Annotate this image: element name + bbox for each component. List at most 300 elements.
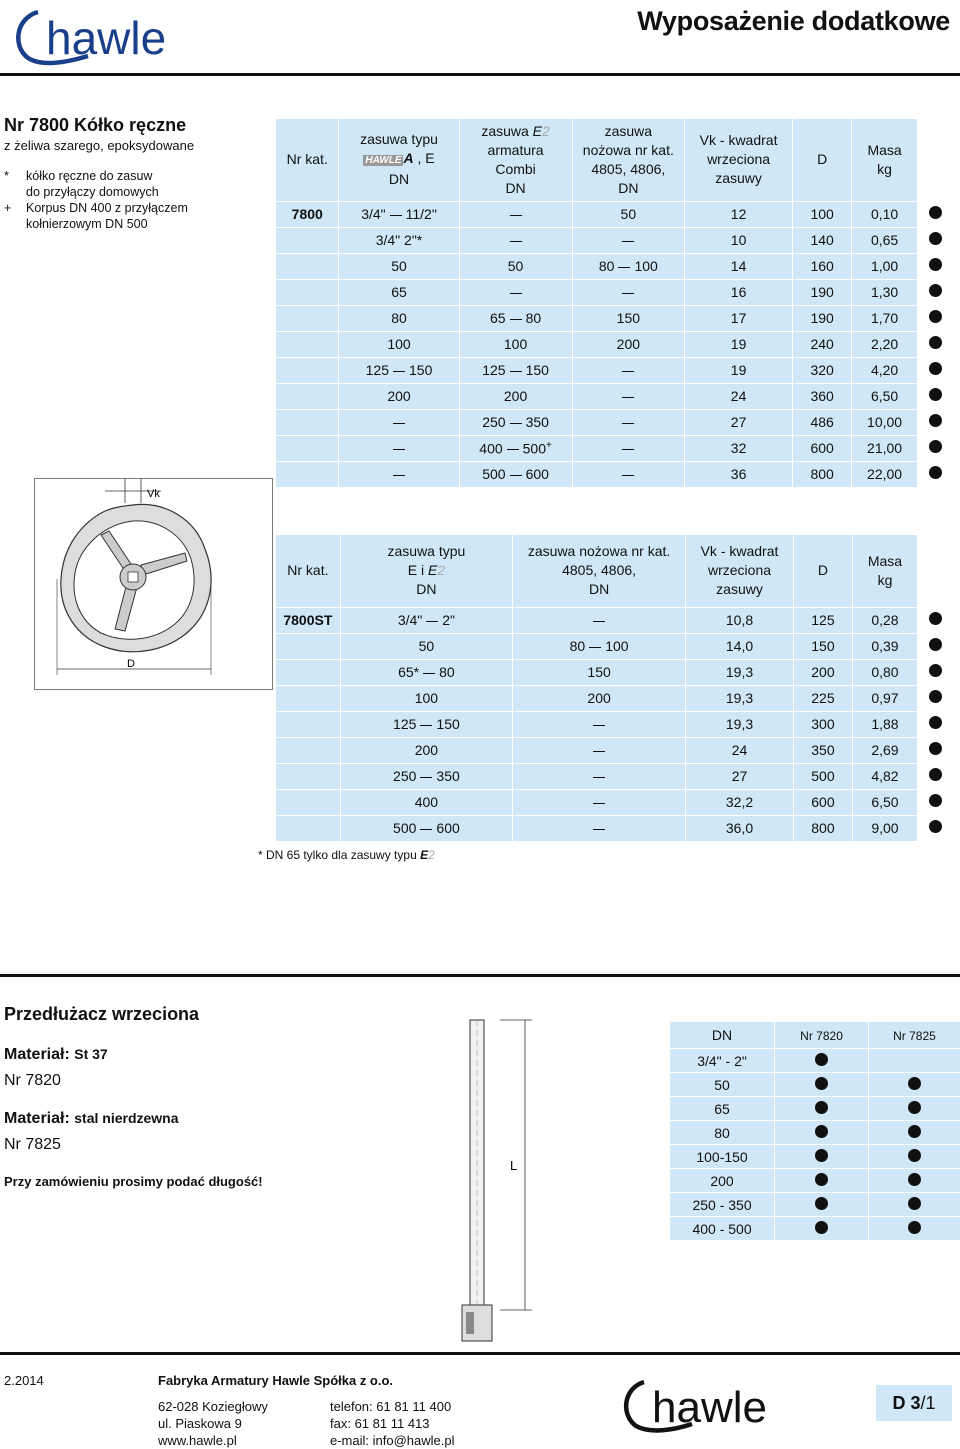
- table-cell: 100: [339, 331, 459, 357]
- table-cell: 50: [459, 253, 572, 279]
- dash-separator: [593, 621, 605, 622]
- table-row: [670, 1217, 960, 1241]
- availability-dot: [917, 461, 954, 487]
- table-cell: 1,88: [871, 716, 899, 732]
- note-text: do przyłączy domowych: [26, 185, 159, 199]
- table-cell: 225: [793, 685, 852, 711]
- table-cell: 100: [459, 331, 572, 357]
- nr7825-dot: [868, 1073, 960, 1097]
- table-row: [276, 461, 954, 487]
- header-line: zasuwa typu: [387, 543, 466, 560]
- table-cell: 100: [340, 685, 512, 711]
- table-cell: 150: [572, 305, 684, 331]
- extension-drawing: [440, 1010, 540, 1350]
- dash-separator: [393, 371, 405, 372]
- header-line: zasuwa typu: [360, 131, 438, 148]
- footnote: * DN 65 tylko dla zasuwy typu E2: [258, 848, 435, 862]
- dash-separator: [593, 803, 605, 804]
- header-rule: [0, 73, 960, 76]
- table-cell: 19: [685, 331, 793, 357]
- table-cell: 240: [793, 331, 852, 357]
- table-row: [276, 357, 954, 383]
- header-line: armatura: [487, 141, 544, 158]
- table-cell: 80 100: [572, 253, 684, 279]
- table-cell: 600: [793, 789, 852, 815]
- table-cell: 200: [340, 737, 512, 763]
- footer-rule: [0, 1352, 960, 1355]
- dash-separator: [622, 475, 634, 476]
- header-bar: [0, 0, 960, 74]
- table-cell: 3/4" 2"*: [339, 227, 459, 253]
- dash-separator: [510, 319, 522, 320]
- availability-dot: [917, 789, 954, 815]
- table-cell: 200: [339, 383, 459, 409]
- header-line: DN: [588, 581, 610, 598]
- table-cell: 4,82: [871, 768, 899, 784]
- header-line: nożowa nr kat.: [582, 141, 674, 158]
- nr7820-dot: [775, 1193, 869, 1217]
- nr7820-dot: [775, 1169, 869, 1193]
- dash-separator: [507, 449, 519, 450]
- table-cell: 10: [685, 227, 793, 253]
- dn-cell: 65: [670, 1097, 775, 1121]
- table-cell: 160: [793, 253, 852, 279]
- availability-dot: [917, 633, 954, 659]
- order-note: Przy zamówieniu prosimy podać długość!: [4, 1174, 263, 1189]
- table-cell: 19,3: [686, 685, 794, 711]
- table-cell: [513, 815, 686, 841]
- nr7825-dot: [868, 1193, 960, 1217]
- dash-separator: [510, 241, 522, 242]
- catalog-number: [276, 737, 340, 763]
- table-cell: 400 500+: [459, 435, 572, 461]
- handwheel-svg: [35, 479, 272, 689]
- table-row: [276, 685, 954, 711]
- table-cell: 800: [793, 815, 852, 841]
- nr7820-dot: [775, 1097, 869, 1121]
- catalog-number: [276, 789, 340, 815]
- material-2: Materiał: stal nierdzewna: [4, 1110, 179, 1127]
- table-cell: 486: [793, 409, 852, 435]
- table-cell: [459, 279, 572, 305]
- dash-separator: [510, 475, 522, 476]
- table-cell: 50: [340, 633, 512, 659]
- catalog-number: [276, 763, 340, 789]
- header-nrkat: Nr kat.: [276, 535, 340, 607]
- catalog-number: [276, 409, 339, 435]
- table-cell: 125 150: [339, 357, 459, 383]
- footer-date: 2.2014: [4, 1373, 44, 1388]
- table-cell: 36: [685, 461, 793, 487]
- d-label: D: [127, 658, 135, 670]
- header-line: wrzeciona: [707, 151, 771, 168]
- table-cell: [572, 435, 684, 461]
- header-line: Vk - kwadrat: [700, 543, 779, 560]
- availability-dot: [917, 227, 954, 253]
- table-cell: 360: [793, 383, 852, 409]
- table-row: [276, 305, 954, 331]
- table-cell: 16: [685, 279, 793, 305]
- dn-cell: 250 - 350: [670, 1193, 775, 1217]
- table-cell: 27: [685, 409, 793, 435]
- table-cell: 125: [793, 607, 852, 633]
- table-row: [276, 711, 954, 737]
- header-gate-type: [339, 119, 459, 201]
- dash-separator: [423, 673, 435, 674]
- length-label: L: [510, 1158, 518, 1173]
- table-cell: 2,69: [871, 742, 899, 758]
- catalog-number: [276, 227, 339, 253]
- dn-cell: 200: [670, 1169, 775, 1193]
- header-dn: DN: [670, 1022, 775, 1049]
- catalog-number: [276, 633, 340, 659]
- header-knife-gate: [572, 119, 684, 201]
- table-cell: 0,10: [870, 206, 899, 222]
- vk-label: Vk: [147, 488, 160, 500]
- table-row: [276, 633, 954, 659]
- catalog-number: [276, 711, 340, 737]
- dash-separator: [393, 449, 405, 450]
- catalog-number: [276, 253, 339, 279]
- table-cell: 350: [793, 737, 852, 763]
- header-line: zasuwa nożowa nr kat.: [527, 543, 671, 560]
- header-line: zasuwa E2: [481, 122, 550, 139]
- table-row: [276, 383, 954, 409]
- header-line: zasuwa: [604, 122, 653, 139]
- table-row: [276, 659, 954, 685]
- table-cell: [513, 789, 686, 815]
- table-cell: [572, 383, 684, 409]
- dash-separator: [593, 725, 605, 726]
- table-cell: 190: [793, 279, 852, 305]
- availability-dot: [917, 409, 954, 435]
- availability-dot: [917, 331, 954, 357]
- catalog-nr-7825: Nr 7825: [4, 1136, 61, 1153]
- dash-separator: [510, 215, 522, 216]
- notes: [4, 168, 188, 232]
- website[interactable]: www.hawle.pl: [158, 1433, 237, 1448]
- availability-dot: [917, 279, 954, 305]
- table-cell: 14: [685, 253, 793, 279]
- dash-separator: [390, 215, 402, 216]
- catalog-number: [276, 461, 339, 487]
- table-cell: 19,3: [686, 659, 794, 685]
- table-row: [276, 227, 954, 253]
- table-cell: 14,0: [686, 633, 794, 659]
- header-line: Masa: [867, 552, 903, 569]
- table-row: [276, 253, 954, 279]
- table-row: [276, 737, 954, 763]
- dn-cell: 80: [670, 1121, 775, 1145]
- note-symbol: +: [4, 201, 12, 215]
- dash-separator: [393, 423, 405, 424]
- table-row: [276, 201, 954, 227]
- table-cell: 50: [339, 253, 459, 279]
- table-cell: [513, 763, 686, 789]
- availability-dot: [917, 253, 954, 279]
- table-cell: 65: [339, 279, 459, 305]
- table-cell: [572, 227, 684, 253]
- dash-separator: [420, 725, 432, 726]
- handwheel-drawing: [34, 478, 273, 690]
- dash-separator: [426, 621, 438, 622]
- table-cell: 100: [793, 201, 852, 227]
- availability-dot: [917, 607, 954, 633]
- table-cell: 32: [685, 435, 793, 461]
- nr7820-dot: [775, 1217, 869, 1241]
- dash-separator: [622, 371, 634, 372]
- table-cell: 80 100: [513, 633, 686, 659]
- table-cell: [572, 409, 684, 435]
- header-gate-type: [340, 535, 512, 607]
- table-cell: 32,2: [686, 789, 794, 815]
- availability-dot: [917, 711, 954, 737]
- catalog-number: [276, 357, 339, 383]
- availability-dot: [917, 659, 954, 685]
- dash-separator: [622, 449, 634, 450]
- table-cell: 50: [572, 201, 684, 227]
- extension-table: [670, 1022, 960, 1241]
- nr7825-dot: [868, 1145, 960, 1169]
- table-cell: 800: [793, 461, 852, 487]
- table-cell: 200: [513, 685, 686, 711]
- handwheel-st-table: [276, 535, 954, 842]
- dash-separator: [622, 241, 634, 242]
- catalog-number: [276, 279, 339, 305]
- header-d: D: [793, 119, 852, 201]
- table-cell: 21,00: [867, 440, 903, 456]
- nr7825-dot: [868, 1169, 960, 1193]
- header-line: wrzeciona: [707, 562, 772, 579]
- table-cell: 150: [793, 633, 852, 659]
- handwheel-table: [276, 119, 954, 488]
- table-cell: 19: [685, 357, 793, 383]
- table-cell: 10,00: [867, 414, 903, 430]
- table-cell: [459, 201, 572, 227]
- material-1: Materiał: St 37: [4, 1046, 108, 1063]
- table-row: [670, 1145, 960, 1169]
- header-vk: [686, 535, 794, 607]
- dn-cell: 3/4" - 2": [670, 1049, 775, 1073]
- table-cell: 0,80: [871, 664, 899, 680]
- header-line: Combi: [495, 160, 536, 177]
- catalog-number: [276, 815, 340, 841]
- table-cell: 27: [686, 763, 794, 789]
- dash-separator: [622, 293, 634, 294]
- availability-dot: [917, 737, 954, 763]
- table-cell: [513, 607, 686, 633]
- table-cell: 3/4" 11/2": [339, 201, 459, 227]
- table-cell: 1,00: [870, 258, 899, 274]
- table-cell: 140: [793, 227, 852, 253]
- table-cell: 4,20: [870, 362, 899, 378]
- header-nrkat: Nr kat.: [276, 119, 339, 201]
- note-text: kołnierzowym DN 500: [26, 217, 148, 231]
- catalog-number: [276, 685, 340, 711]
- table-row: [276, 763, 954, 789]
- address-line: ul. Piaskowa 9: [158, 1416, 242, 1431]
- phone: telefon: 61 81 11 400: [330, 1399, 452, 1414]
- fax: fax: 61 81 11 413: [330, 1416, 430, 1431]
- nr7820-dot: [775, 1145, 869, 1169]
- table-row: [670, 1049, 960, 1073]
- table-cell: 2,20: [870, 336, 899, 352]
- table-row: [670, 1169, 960, 1193]
- table-cell: [339, 461, 459, 487]
- table-cell: [572, 461, 684, 487]
- table-cell: 22,00: [867, 466, 903, 482]
- table-cell: 500 600: [340, 815, 512, 841]
- availability-dot: [917, 383, 954, 409]
- dash-separator: [593, 777, 605, 778]
- dash-separator: [420, 777, 432, 778]
- page-number: D 3/1: [876, 1385, 952, 1421]
- table-cell: 200: [793, 659, 852, 685]
- table-cell: 500 600: [459, 461, 572, 487]
- header-vk: [685, 119, 793, 201]
- footer-hawle-logo: [618, 1372, 828, 1436]
- table-cell: 36,0: [686, 815, 794, 841]
- table-cell: 19,3: [686, 711, 794, 737]
- catalog-number: 7800ST: [276, 607, 340, 633]
- header-line: Masa: [867, 141, 902, 158]
- table-row: [276, 789, 954, 815]
- table-cell: 320: [793, 357, 852, 383]
- email[interactable]: e-mail: info@hawle.pl: [330, 1433, 455, 1448]
- company-name: Fabryka Armatury Hawle Spółka z o.o.: [158, 1373, 394, 1388]
- availability-dot: [917, 763, 954, 789]
- header-line: Vk - kwadrat: [699, 132, 778, 149]
- table-cell: 65 80: [459, 305, 572, 331]
- table-row: [276, 409, 954, 435]
- dash-separator: [622, 397, 634, 398]
- table-cell: 190: [793, 305, 852, 331]
- section-rule: [0, 974, 960, 977]
- table-cell: 0,39: [871, 638, 899, 654]
- table-cell: [572, 357, 684, 383]
- header-mass: [852, 119, 917, 201]
- catalog-nr-7820: Nr 7820: [4, 1072, 61, 1089]
- header-line: kg: [877, 571, 893, 588]
- availability-dot: [917, 685, 954, 711]
- table-cell: 17: [685, 305, 793, 331]
- table-cell: 1,30: [870, 284, 899, 300]
- dash-separator: [618, 267, 630, 268]
- page-title: Wyposażenie dodatkowe: [637, 6, 950, 36]
- catalog-number: [276, 383, 339, 409]
- table-cell: 1,70: [870, 310, 899, 326]
- table-row: [670, 1073, 960, 1097]
- table-cell: 200: [572, 331, 684, 357]
- table-row: [276, 279, 954, 305]
- table-cell: 9,00: [871, 820, 899, 836]
- dash-separator: [622, 423, 634, 424]
- table-cell: 125 150: [340, 711, 512, 737]
- header-mass: [852, 535, 916, 607]
- header-line: 4805, 4806,: [562, 562, 637, 579]
- catalog-number: [276, 305, 339, 331]
- dash-separator: [393, 475, 405, 476]
- nr7825-dot: [868, 1121, 960, 1145]
- header-nr7825: Nr 7825: [893, 1029, 936, 1043]
- catalog-number: 7800: [276, 201, 339, 227]
- dn-cell: 50: [670, 1073, 775, 1097]
- header-line: DN: [388, 171, 410, 188]
- table-cell: 250 350: [459, 409, 572, 435]
- section-subtitle: z żeliwa szarego, epoksydowane: [4, 138, 195, 153]
- table-cell: 6,50: [870, 388, 899, 404]
- table-cell: 600: [793, 435, 852, 461]
- type-a: A: [403, 150, 414, 167]
- table-cell: 65* 80: [340, 659, 512, 685]
- table-cell: 200: [459, 383, 572, 409]
- dash-separator: [589, 647, 601, 648]
- logo-text: hawle: [652, 1383, 767, 1432]
- catalog-number: [276, 659, 340, 685]
- table-cell: [572, 279, 684, 305]
- dash-separator: [510, 293, 522, 294]
- table-cell: 10,8: [686, 607, 794, 633]
- dash-separator: [510, 423, 522, 424]
- table-cell: [339, 435, 459, 461]
- section-title: Nr 7800 Kółko ręczne: [4, 115, 187, 135]
- table-row: [670, 1121, 960, 1145]
- extension-title: Przedłużacz wrzeciona: [4, 1004, 200, 1024]
- header-line: DN: [416, 581, 437, 598]
- table-row: [276, 331, 954, 357]
- table-cell: 400: [340, 789, 512, 815]
- header-d: D: [793, 535, 852, 607]
- header-line: zasuwy: [715, 170, 762, 187]
- header-line: , E: [413, 150, 435, 167]
- table-cell: 12: [685, 201, 793, 227]
- table-cell: 3/4" 2": [340, 607, 512, 633]
- nr7825-dot: [868, 1097, 960, 1121]
- table-row: [276, 607, 954, 633]
- table-cell: 24: [686, 737, 794, 763]
- header-line: 4805, 4806,: [591, 160, 666, 177]
- table-row: [276, 435, 954, 461]
- table-cell: [513, 711, 686, 737]
- table-cell: 0,97: [871, 690, 899, 706]
- table-cell: 0,65: [870, 232, 899, 248]
- table-cell: [459, 227, 572, 253]
- header-knife-gate: [513, 535, 686, 607]
- header-nr7820: Nr 7820: [775, 1022, 869, 1049]
- table-row: [276, 815, 954, 841]
- dn-cell: 100-150: [670, 1145, 775, 1169]
- availability-dot: [917, 201, 954, 227]
- availability-dot: [917, 815, 954, 841]
- table-cell: 500: [793, 763, 852, 789]
- dash-separator: [420, 829, 432, 830]
- dash-separator: [593, 829, 605, 830]
- hawle-logo: [8, 4, 248, 68]
- footer-contact-block: [330, 1398, 454, 1449]
- header-line: zasuwy: [716, 581, 763, 598]
- nr7820-dot: [775, 1049, 869, 1073]
- availability-dot: [917, 305, 954, 331]
- hawle-mark: HAWLE: [365, 155, 402, 167]
- table-cell: 0,28: [871, 612, 899, 628]
- note-symbol: *: [4, 169, 9, 183]
- nr7825-dot: [868, 1217, 960, 1241]
- header-line: E i E2: [407, 562, 446, 579]
- header-line: [342, 149, 455, 170]
- nr7820-dot: [775, 1121, 869, 1145]
- header-line: DN: [505, 179, 526, 196]
- table-cell: 24: [685, 383, 793, 409]
